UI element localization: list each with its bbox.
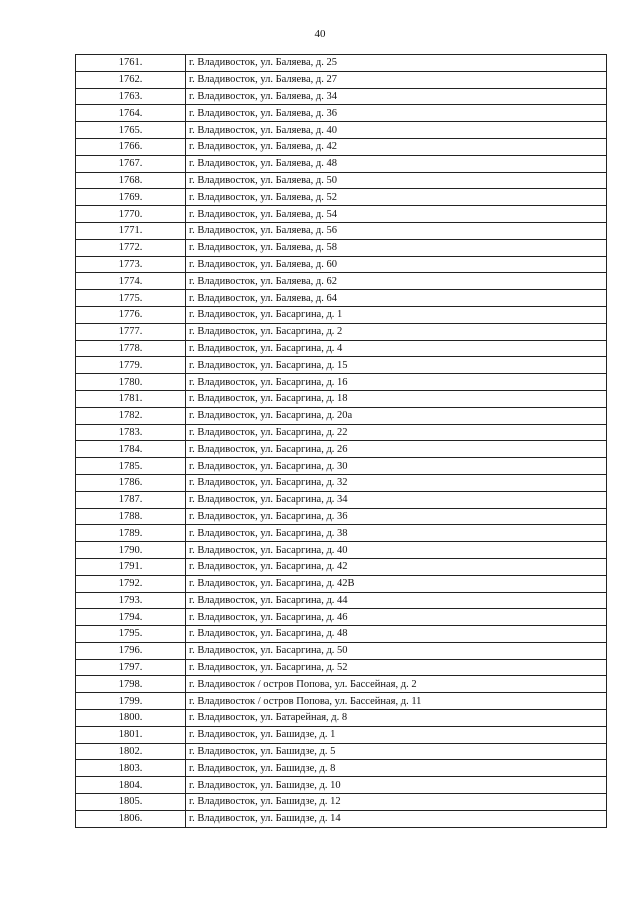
row-number: 1765. [76,122,186,139]
row-address: г. Владивосток, ул. Баляева, д. 52 [186,189,607,206]
row-address: г. Владивосток, ул. Басаргина, д. 34 [186,491,607,508]
row-number: 1791. [76,558,186,575]
table-row [76,558,607,575]
row-number: 1773. [76,256,186,273]
row-number: 1784. [76,441,186,458]
row-address: г. Владивосток, ул. Басаргина, д. 20а [186,407,607,424]
row-address: г. Владивосток, ул. Басаргина, д. 16 [186,374,607,391]
table-row [76,357,607,374]
row-number: 1794. [76,609,186,626]
row-address: г. Владивосток, ул. Басаргина, д. 50 [186,642,607,659]
row-number: 1796. [76,642,186,659]
row-number: 1789. [76,525,186,542]
table-row [76,760,607,777]
row-number: 1793. [76,592,186,609]
row-address: г. Владивосток, ул. Батарейная, д. 8 [186,710,607,727]
table-row [76,105,607,122]
table-row [76,155,607,172]
table-row [76,592,607,609]
row-number: 1787. [76,491,186,508]
row-number: 1795. [76,626,186,643]
row-number: 1783. [76,424,186,441]
table-row [76,273,607,290]
row-number: 1776. [76,306,186,323]
row-number: 1762. [76,71,186,88]
row-number: 1804. [76,777,186,794]
row-number: 1802. [76,743,186,760]
row-number: 1768. [76,172,186,189]
row-number: 1763. [76,88,186,105]
row-address: г. Владивосток, ул. Баляева, д. 48 [186,155,607,172]
table-row [76,239,607,256]
row-address: г. Владивосток, ул. Башидзе, д. 14 [186,810,607,827]
row-address: г. Владивосток, ул. Баляева, д. 56 [186,222,607,239]
row-number: 1798. [76,676,186,693]
row-address: г. Владивосток, ул. Басаргина, д. 18 [186,390,607,407]
table-row [76,575,607,592]
table-row [76,458,607,475]
row-address: г. Владивосток, ул. Басаргина, д. 42 [186,558,607,575]
row-number: 1775. [76,290,186,307]
row-number: 1766. [76,138,186,155]
row-address: г. Владивосток, ул. Басаргина, д. 15 [186,357,607,374]
row-number: 1770. [76,206,186,223]
row-number: 1761. [76,55,186,72]
table-row [76,374,607,391]
row-number: 1785. [76,458,186,475]
table-row [76,642,607,659]
row-address: г. Владивосток, ул. Башидзе, д. 10 [186,777,607,794]
table-row [76,693,607,710]
table-row [76,609,607,626]
table-row [76,474,607,491]
row-address: г. Владивосток, ул. Баляева, д. 36 [186,105,607,122]
row-number: 1806. [76,810,186,827]
table-row [76,777,607,794]
row-address: г. Владивосток, ул. Баляева, д. 42 [186,138,607,155]
row-address: г. Владивосток, ул. Басаргина, д. 46 [186,609,607,626]
address-table [75,54,607,828]
row-address: г. Владивосток / остров Попова, ул. Бассейная, д. 11 [186,693,607,710]
table-row [76,172,607,189]
table-row [76,340,607,357]
row-number: 1782. [76,407,186,424]
table-row [76,794,607,811]
row-number: 1769. [76,189,186,206]
row-number: 1786. [76,474,186,491]
row-number: 1799. [76,693,186,710]
row-address: г. Владивосток, ул. Басаргина, д. 40 [186,542,607,559]
row-number: 1780. [76,374,186,391]
row-address: г. Владивосток, ул. Башидзе, д. 8 [186,760,607,777]
row-number: 1788. [76,508,186,525]
row-address: г. Владивосток / остров Попова, ул. Бассейная, д. 2 [186,676,607,693]
row-address: г. Владивосток, ул. Басаргина, д. 42В [186,575,607,592]
row-number: 1797. [76,659,186,676]
table-row [76,88,607,105]
row-address: г. Владивосток, ул. Баляева, д. 34 [186,88,607,105]
row-address: г. Владивосток, ул. Басаргина, д. 4 [186,340,607,357]
table-row [76,256,607,273]
row-address: г. Владивосток, ул. Басаргина, д. 44 [186,592,607,609]
table-row [76,306,607,323]
row-number: 1764. [76,105,186,122]
row-address: г. Владивосток, ул. Баляева, д. 64 [186,290,607,307]
table-row [76,726,607,743]
table-row [76,71,607,88]
row-number: 1774. [76,273,186,290]
row-address: г. Владивосток, ул. Башидзе, д. 12 [186,794,607,811]
row-address: г. Владивосток, ул. Басаргина, д. 30 [186,458,607,475]
row-address: г. Владивосток, ул. Баляева, д. 62 [186,273,607,290]
row-address: г. Владивосток, ул. Басаргина, д. 36 [186,508,607,525]
table-row [76,407,607,424]
table-row [76,122,607,139]
row-address: г. Владивосток, ул. Басаргина, д. 48 [186,626,607,643]
table-row [76,290,607,307]
row-number: 1778. [76,340,186,357]
table-row [76,424,607,441]
row-number: 1790. [76,542,186,559]
row-address: г. Владивосток, ул. Басаргина, д. 22 [186,424,607,441]
row-number: 1800. [76,710,186,727]
row-number: 1777. [76,323,186,340]
table-row [76,323,607,340]
table-row [76,542,607,559]
table-row [76,222,607,239]
table-row [76,810,607,827]
table-row [76,441,607,458]
row-address: г. Владивосток, ул. Баляева, д. 27 [186,71,607,88]
table-row [76,659,607,676]
row-address: г. Владивосток, ул. Басаргина, д. 38 [186,525,607,542]
page-number: 40 [314,28,326,40]
row-number: 1805. [76,794,186,811]
address-table-body [76,55,607,828]
table-row [76,743,607,760]
table-row [76,525,607,542]
row-address: г. Владивосток, ул. Башидзе, д. 1 [186,726,607,743]
table-row [76,138,607,155]
row-address: г. Владивосток, ул. Басаргина, д. 52 [186,659,607,676]
table-row [76,491,607,508]
table-row [76,206,607,223]
row-address: г. Владивосток, ул. Баляева, д. 60 [186,256,607,273]
row-number: 1772. [76,239,186,256]
table-row [76,626,607,643]
row-address: г. Владивосток, ул. Басаргина, д. 32 [186,474,607,491]
row-number: 1781. [76,390,186,407]
row-number: 1779. [76,357,186,374]
table-row [76,508,607,525]
row-address: г. Владивосток, ул. Басаргина, д. 26 [186,441,607,458]
row-address: г. Владивосток, ул. Басаргина, д. 2 [186,323,607,340]
table-row [76,710,607,727]
row-address: г. Владивосток, ул. Баляева, д. 50 [186,172,607,189]
row-address: г. Владивосток, ул. Баляева, д. 40 [186,122,607,139]
row-number: 1771. [76,222,186,239]
row-address: г. Владивосток, ул. Баляева, д. 54 [186,206,607,223]
row-number: 1801. [76,726,186,743]
row-address: г. Владивосток, ул. Баляева, д. 58 [186,239,607,256]
row-number: 1767. [76,155,186,172]
table-row [76,55,607,72]
table-row [76,390,607,407]
row-address: г. Владивосток, ул. Башидзе, д. 5 [186,743,607,760]
row-number: 1803. [76,760,186,777]
table-row [76,676,607,693]
row-number: 1792. [76,575,186,592]
row-address: г. Владивосток, ул. Баляева, д. 25 [186,55,607,72]
table-row [76,189,607,206]
row-address: г. Владивосток, ул. Басаргина, д. 1 [186,306,607,323]
